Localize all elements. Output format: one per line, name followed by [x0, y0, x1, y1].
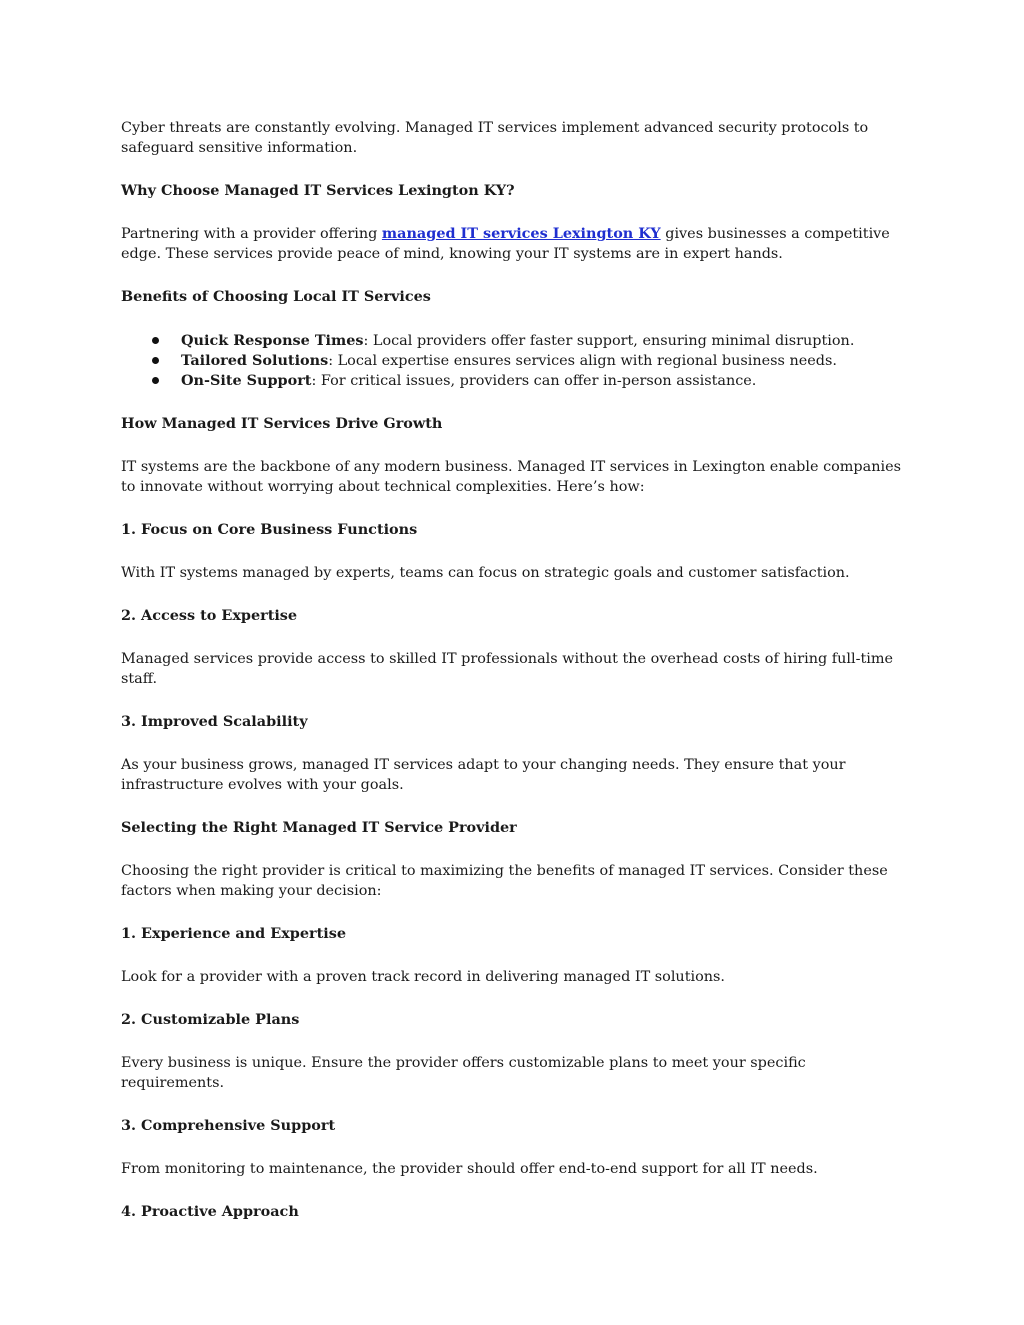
why-paragraph	[121, 224, 906, 264]
growth-heading: How Managed IT Services Drive Growth	[121, 415, 443, 432]
benefit-desc: : Local providers offer faster support, ensuring minimal disruption.	[363, 333, 855, 349]
list-item	[121, 371, 906, 391]
bullet-icon	[152, 377, 159, 384]
list-item	[121, 351, 906, 371]
benefit-desc: : Local expertise ensures services align with regional business needs.	[328, 353, 837, 369]
growth-item-text: As your business grows, managed IT services adapt to your changing needs. They ensure that your infrastructure evolves with your goals.	[121, 757, 846, 793]
growth-item-text: Managed services provide access to skilled IT professionals without the overhead costs of hiring full-time staff.	[121, 651, 893, 687]
growth-item-heading: 3. Improved Scalability	[121, 713, 308, 730]
growth-item-text: With IT systems managed by experts, teams can focus on strategic goals and customer satisfaction.	[121, 565, 850, 581]
why-text-before: Partnering with a provider offering	[121, 226, 382, 242]
intro-paragraph: Cyber threats are constantly evolving. Managed IT services implement advanced security protocols to safeguard sensitive information.	[121, 120, 869, 156]
why-text-after: gives businesses a competitive edge. These services provide peace of mind, knowing your IT systems are in expert hands.	[121, 226, 890, 262]
list-item	[121, 331, 906, 351]
why-heading: Why Choose Managed IT Services Lexington KY?	[121, 182, 515, 199]
last-heading: 4. Proactive Approach	[121, 1203, 299, 1220]
benefits-heading: Benefits of Choosing Local IT Services	[121, 288, 431, 305]
bullet-icon	[152, 337, 159, 344]
growth-item-heading: 1. Focus on Core Business Functions	[121, 521, 418, 538]
bullet-icon	[152, 357, 159, 364]
select-heading: Selecting the Right Managed IT Service Provider	[121, 819, 517, 836]
select-item-text: Look for a provider with a proven track record in delivering managed IT solutions.	[121, 969, 725, 985]
document-page	[121, 118, 906, 1222]
benefit-desc: : For critical issues, providers can offer in-person assistance.	[311, 373, 757, 389]
managed-it-services-link[interactable]: managed IT services Lexington KY	[381, 225, 661, 242]
growth-item-heading: 2. Access to Expertise	[121, 607, 298, 624]
select-item-heading: 3. Comprehensive Support	[121, 1117, 336, 1134]
select-item-heading: 2. Customizable Plans	[121, 1011, 300, 1028]
select-paragraph: Choosing the right provider is critical to maximizing the benefits of managed IT services. Consider these factors when making your decision:	[121, 863, 888, 899]
select-item-heading: 1. Experience and Expertise	[121, 925, 346, 942]
benefits-list	[121, 331, 906, 391]
benefit-term: Tailored Solutions	[181, 352, 329, 369]
benefit-term: On-Site Support	[181, 372, 312, 389]
select-item-text: Every business is unique. Ensure the provider offers customizable plans to meet your specific requirements.	[121, 1055, 806, 1091]
benefit-term: Quick Response Times	[181, 332, 364, 349]
select-item-text: From monitoring to maintenance, the provider should offer end-to-end support for all IT needs.	[121, 1161, 818, 1177]
growth-paragraph: IT systems are the backbone of any modern business. Managed IT services in Lexington enable companies to innovate without worrying about technical complexities. Here’s how:	[121, 459, 901, 495]
